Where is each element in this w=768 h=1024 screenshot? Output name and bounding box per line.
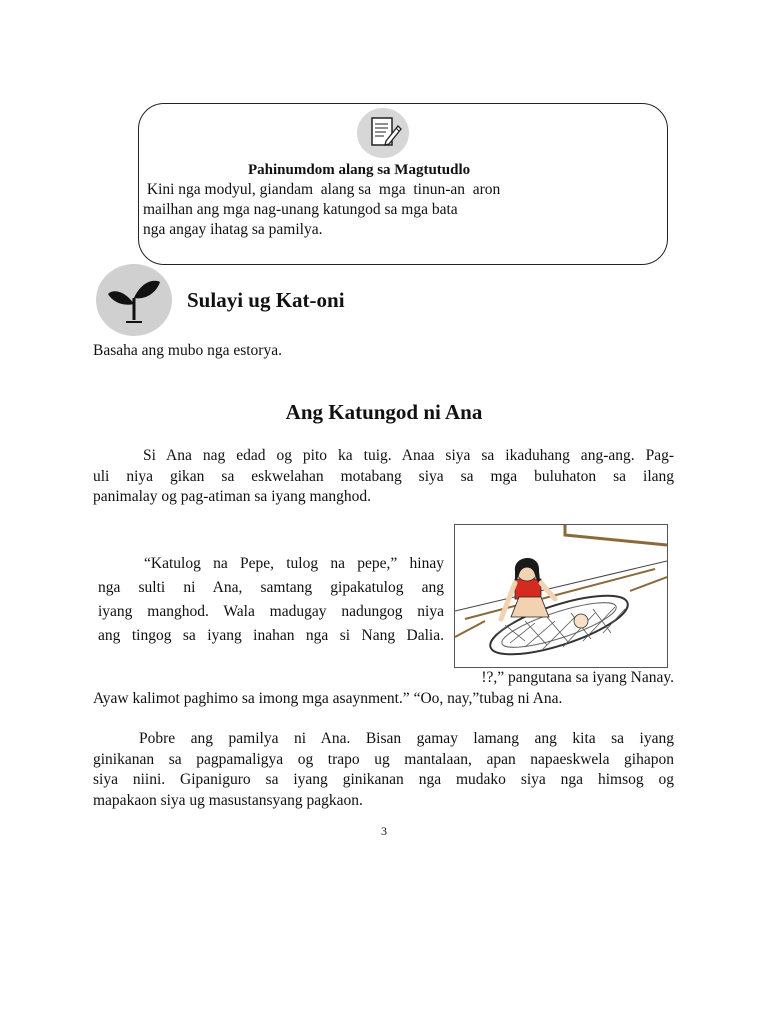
sprout-icon <box>96 264 172 336</box>
paragraph-line: Ayaw kalimot paghimo sa imong mga asaynment.” “Oo, nay,”tubag ni Ana. <box>93 690 563 707</box>
story-paragraph-2 <box>98 552 444 648</box>
notice-line: mailhan ang mga nag-unang katungod sa mga bata <box>143 201 458 218</box>
story-title: Ang Katungod ni Ana <box>285 400 483 424</box>
paragraph-line: siya niini. Gipaniguro sa iyang ginikanan nga mudako siya nga himsog og <box>93 771 674 788</box>
notice-line: nga angay ihatag sa pamilya. <box>143 221 323 238</box>
page-number: 3 <box>381 824 387 838</box>
story-paragraph-2-continued: !?,” pangutana sa iyang Nanay. <box>481 669 674 686</box>
paragraph-line: Pobre ang pamilya ni Ana. Bisan gamay lamang ang kita sa iyang <box>139 730 674 747</box>
paragraph-line: Si Ana nag edad og pito ka tuig. Anaa siya sa ikaduhang ang-ang. Pag- <box>143 447 674 464</box>
notice-title: Pahinumdom alang sa Magtutudlo <box>248 162 471 178</box>
pencil-paper-icon <box>357 108 409 158</box>
instruction-text: Basaha ang mubo nga estorya. <box>93 342 282 359</box>
section-title: Sulayi ug Kat-oni <box>187 288 345 312</box>
story-paragraph-2-end <box>93 689 674 710</box>
paragraph-line: panimalay og pag-atiman sa iyang manghod. <box>93 488 372 505</box>
story-paragraph-3 <box>93 729 674 811</box>
paragraph-line: uli niya gikan sa eskwelahan motabang siya sa mga buluhaton sa ilang <box>93 467 674 485</box>
paragraph-line: “Katulog na Pepe, tulog na pepe,” hinay <box>144 555 444 572</box>
story-illustration <box>454 524 668 668</box>
notice-line: Kini nga modyul, giandam alang sa mga tinun-an aron <box>143 181 501 198</box>
paragraph-line: ang tingog sa iyang inahan nga si Nang Dalia. <box>98 627 444 644</box>
paragraph-line: mapakaon siya ug masustansyang pagkaon. <box>93 791 363 809</box>
paragraph-line: iyang manghod. Wala madugay nadungog niya <box>98 603 444 620</box>
paragraph-line: ginikanan sa pagpamaligya og trapo ug mantalaan, apan napaeskwela gihapon <box>93 750 674 768</box>
paragraph-line: nga sulti ni Ana, samtang gipakatulog ang <box>98 579 444 596</box>
story-paragraph-1 <box>93 446 674 508</box>
